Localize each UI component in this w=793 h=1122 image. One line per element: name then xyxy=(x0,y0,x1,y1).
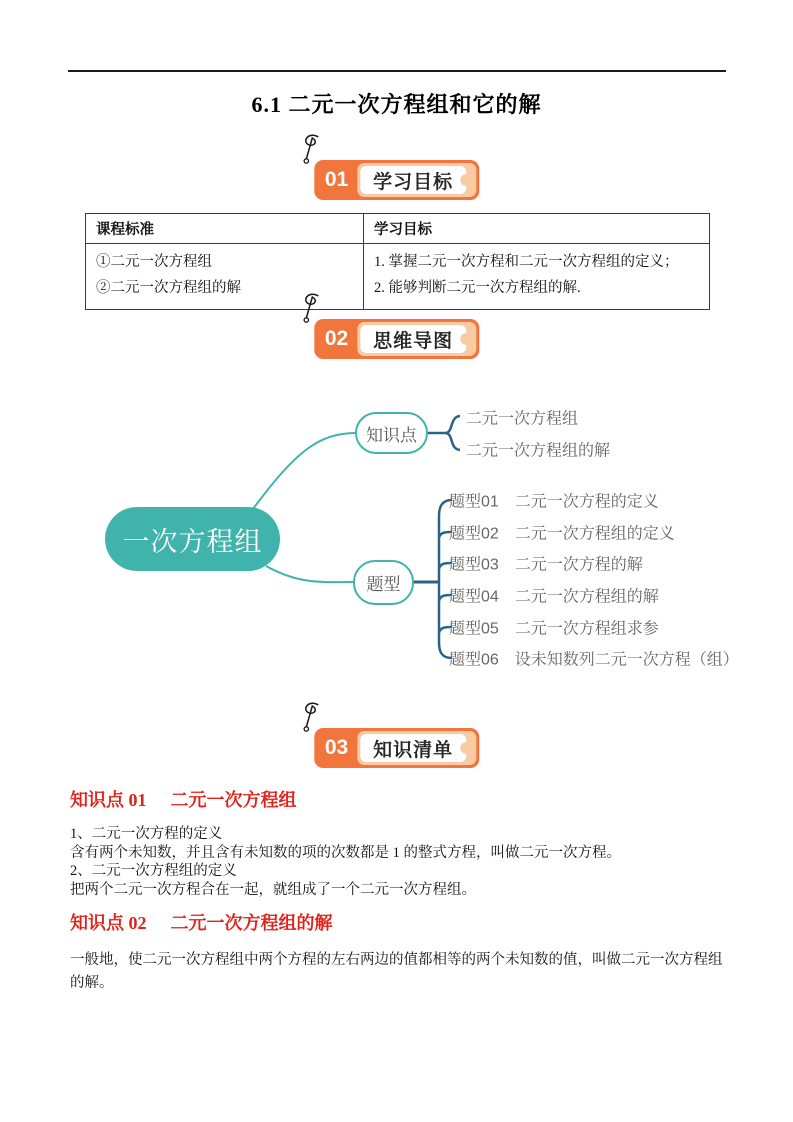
section-badge-body xyxy=(314,160,479,200)
table-body-row xyxy=(86,244,710,310)
mindmap-leaf: 二元一次方程组的解 xyxy=(466,442,611,460)
knowledge-point-tag: 知识点 02 xyxy=(70,913,147,933)
mindmap-leaf: 题型06 设未知数列二元一次方程（组） xyxy=(449,651,739,669)
knowledge-point-title: 二元一次方程组的解 xyxy=(170,913,333,933)
mindmap-root-node: 一次方程组 xyxy=(105,507,280,571)
body-line: 2、二元一次方程组的定义 xyxy=(70,863,237,879)
mindmap-leaf: 题型02 二元一次方程组的定义 xyxy=(449,525,675,543)
section-number: 01 xyxy=(324,168,349,191)
section-number: 03 xyxy=(324,736,349,759)
knowledge-point-title: 二元一次方程组 xyxy=(170,790,297,810)
standard-item: ①二元一次方程组 xyxy=(96,254,212,270)
goals-cell xyxy=(364,244,710,310)
pin-icon xyxy=(300,292,324,326)
mindmap-leaf: 题型04 二元一次方程组的解 xyxy=(449,588,659,606)
standard-item: ②二元一次方程组的解 xyxy=(96,280,241,296)
pin-icon xyxy=(300,701,324,735)
col-header-standards: 课程标准 xyxy=(86,214,364,244)
knowledge-point-2-heading xyxy=(70,909,726,935)
section-title: 知识清单 xyxy=(360,734,466,762)
body-line: 含有两个未知数，并且含有未知数的项的次数都是 1 的整式方程，叫做二元一次方程。 xyxy=(70,844,621,861)
objectives-table xyxy=(85,213,710,310)
goal-item: 1. 掌握二元一次方程和二元一次方程组的定义； xyxy=(374,254,679,270)
mind-map xyxy=(0,390,793,690)
section-label-frame xyxy=(357,163,476,197)
section-title: 学习目标 xyxy=(360,166,466,194)
mindmap-leaf: 题型01 二元一次方程的定义 xyxy=(449,493,659,511)
knowledge-point-1-heading xyxy=(70,786,726,812)
section-badge-03 xyxy=(314,728,479,768)
knowledge-list xyxy=(70,786,726,994)
section-label-frame xyxy=(357,322,476,356)
mindmap-leaf: 题型03 二元一次方程的解 xyxy=(449,556,643,574)
body-line: 把两个二元一次方程合在一起，就组成了一个二元一次方程组。 xyxy=(70,881,476,898)
section-title: 思维导图 xyxy=(360,325,466,353)
body-line: 1、二元一次方程的定义 xyxy=(70,826,223,842)
goal-item: 2. 能够判断二元一次方程组的解. xyxy=(374,280,581,296)
mindmap-branch-question-types: 题型 xyxy=(353,560,414,605)
header-rule xyxy=(68,70,726,72)
page-title: 6.1 二元一次方程组和它的解 xyxy=(251,92,542,117)
mindmap-branch-knowledge-points: 知识点 xyxy=(355,412,428,454)
section-badge-01 xyxy=(314,160,479,200)
section-badge-02 xyxy=(314,319,479,359)
table-header-row xyxy=(86,214,710,244)
pin-icon xyxy=(300,133,324,167)
knowledge-point-1-body xyxy=(70,825,726,899)
section-number: 02 xyxy=(324,327,349,350)
col-header-goals: 学习目标 xyxy=(364,214,710,244)
knowledge-point-2-body: 一般地，使二元一次方程组中两个方程的左右两边的值都相等的两个未知数的值，叫做二元一次方程组的解。 xyxy=(70,952,723,991)
section-badge-body xyxy=(314,319,479,359)
section-badge-body xyxy=(314,728,479,768)
mindmap-leaf: 题型05 二元一次方程组求参 xyxy=(449,620,659,638)
section-label-frame xyxy=(357,731,476,765)
mindmap-leaf: 二元一次方程组 xyxy=(466,410,579,428)
knowledge-point-tag: 知识点 01 xyxy=(70,790,147,810)
